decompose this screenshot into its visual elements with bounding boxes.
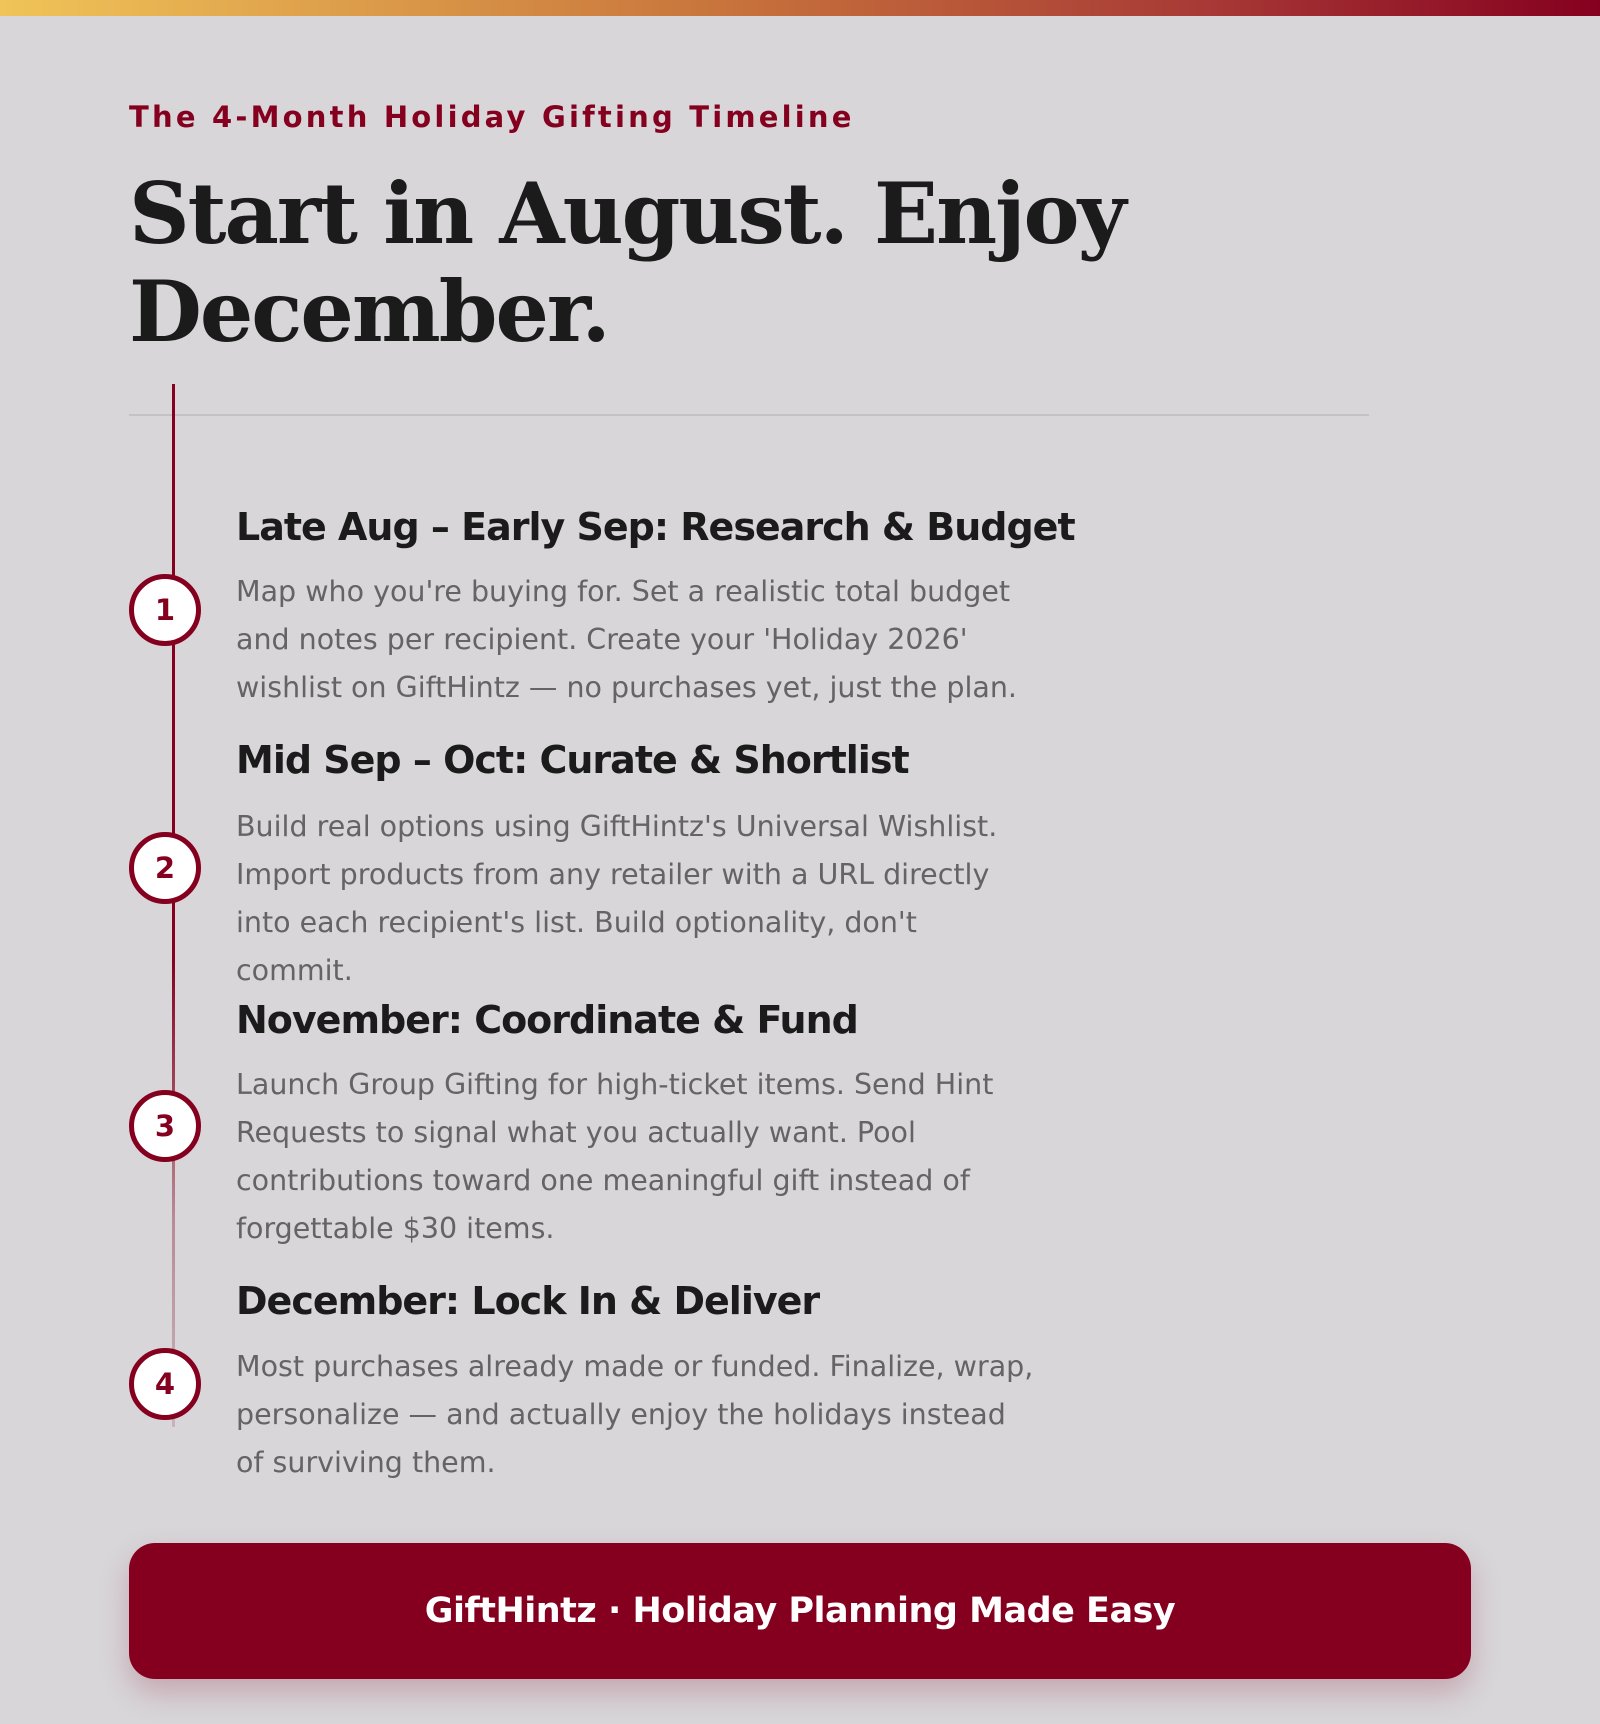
step-2-title: Mid Sep – Oct: Curate & Shortlist — [236, 738, 909, 782]
step-1-title: Late Aug – Early Sep: Research & Budget — [236, 505, 1075, 549]
cta-banner[interactable]: GiftHintz · Holiday Planning Made Easy — [129, 1543, 1471, 1679]
step-2-marker: 2 — [129, 832, 201, 904]
timeline-line — [172, 384, 175, 1427]
step-3-description: Launch Group Gifting for high-ticket items. Send Hint Requests to signal what you actually want. Pool contributions toward one meaningful gift instead of forgettable $30 items. — [236, 1068, 994, 1245]
step-1-marker: 1 — [129, 574, 201, 646]
step-1-description: Map who you're buying for. Set a realistic total budget and notes per recipient. Create your 'Holiday 2026' wishlist on GiftHintz — no purchases yet, just the plan. — [236, 575, 1017, 704]
step-3-title: November: Coordinate & Fund — [236, 998, 858, 1042]
header-divider — [129, 414, 1369, 416]
step-3-marker: 3 — [129, 1090, 201, 1162]
step-4-marker: 4 — [129, 1348, 201, 1420]
step-4-description: Most purchases already made or funded. Finalize, wrap, personalize — and actually enjoy the holidays instead of surviving them. — [236, 1350, 1034, 1479]
step-2-description: Build real options using GiftHintz's Universal Wishlist. Import products from any retailer with a URL directly into each recipient's list. Build optionality, don't commit. — [236, 810, 998, 987]
top-gradient-bar — [0, 0, 1600, 16]
page-title: Start in August. Enjoy December. — [129, 164, 1125, 361]
eyebrow-label: The 4-Month Holiday Gifting Timeline — [129, 100, 855, 134]
step-4-title: December: Lock In & Deliver — [236, 1279, 820, 1323]
